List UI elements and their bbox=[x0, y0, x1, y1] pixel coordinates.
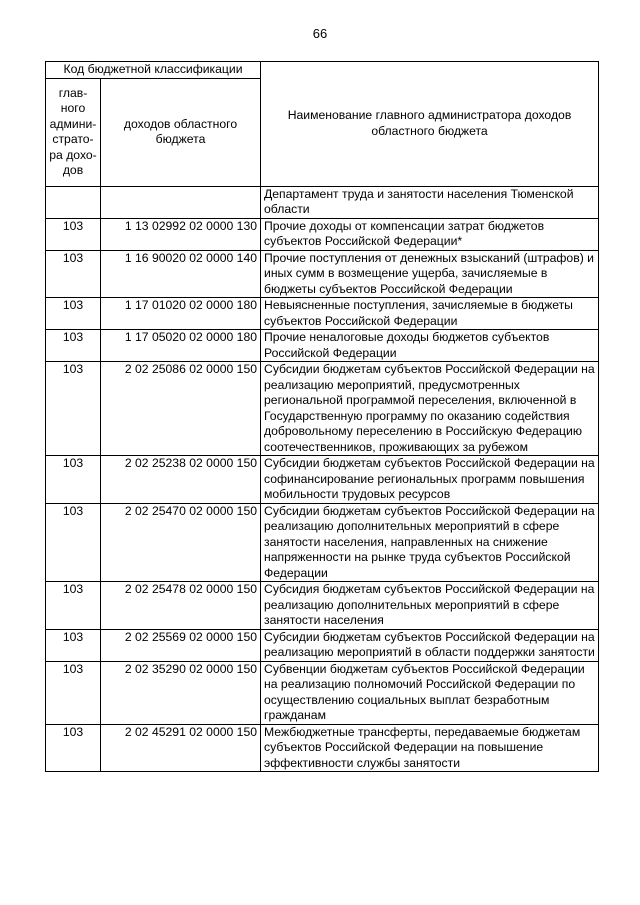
page-number: 66 bbox=[312, 26, 328, 41]
header-admin-code: глав-ного админи-страто-ра дохо-дов bbox=[46, 78, 101, 186]
table-row bbox=[46, 298, 599, 330]
admin-code-cell: 103 bbox=[46, 298, 101, 330]
table-row bbox=[46, 503, 599, 582]
income-code-cell: 1 13 02992 02 0000 130 bbox=[101, 218, 261, 250]
admin-code-cell: 103 bbox=[46, 330, 101, 362]
income-name-cell: Субсидии бюджетам субъектов Российской Федерации на реализацию мероприятий, предусмотренных региональной программой переселения, включенной в Государственную программу по оказанию содействия добровольному переселению в Российскую Федерацию соотечественников, проживающих за рубежом bbox=[261, 362, 599, 456]
income-name-cell: Субсидии бюджетам субъектов Российской Федерации на реализацию мероприятий в области поддержки занятости bbox=[261, 629, 599, 661]
table-row bbox=[46, 362, 599, 456]
income-name-cell: Субвенции бюджетам субъектов Российской Федерации на реализацию полномочий Российской Федерации по осуществлению социальных выплат безработным гражданам bbox=[261, 661, 599, 724]
income-code-cell: 2 02 25569 02 0000 150 bbox=[101, 629, 261, 661]
admin-code-cell: 103 bbox=[46, 582, 101, 630]
table-row bbox=[46, 582, 599, 630]
header-row-group bbox=[46, 62, 599, 79]
income-code-cell: 1 17 01020 02 0000 180 bbox=[101, 298, 261, 330]
income-name-cell: Субсидии бюджетам субъектов Российской Федерации на софинансирование региональных программ повышения мобильности трудовых ресурсов bbox=[261, 456, 599, 504]
header-income-code: доходов областного бюджета bbox=[101, 78, 261, 186]
admin-code-cell: 103 bbox=[46, 503, 101, 582]
income-code-cell: 2 02 25086 02 0000 150 bbox=[101, 362, 261, 456]
budget-classification-table bbox=[45, 61, 599, 772]
header-administrator-name: Наименование главного администратора доходов областного бюджета bbox=[261, 62, 599, 187]
income-code-cell: 1 17 05020 02 0000 180 bbox=[101, 330, 261, 362]
admin-code-cell: 103 bbox=[46, 724, 101, 772]
admin-code-cell: 103 bbox=[46, 362, 101, 456]
income-code-cell: 2 02 25238 02 0000 150 bbox=[101, 456, 261, 504]
department-name: Департамент труда и занятости населения Тюменской области bbox=[261, 186, 599, 218]
table-row bbox=[46, 330, 599, 362]
income-code-cell: 2 02 25470 02 0000 150 bbox=[101, 503, 261, 582]
income-code-cell: 2 02 25478 02 0000 150 bbox=[101, 582, 261, 630]
admin-code-cell: 103 bbox=[46, 661, 101, 724]
admin-code-cell: 103 bbox=[46, 629, 101, 661]
department-code-cell bbox=[101, 186, 261, 218]
income-code-cell: 1 16 90020 02 0000 140 bbox=[101, 250, 261, 298]
income-name-cell: Невыясненные поступления, зачисляемые в бюджеты субъектов Российской Федерации bbox=[261, 298, 599, 330]
income-code-cell: 2 02 45291 02 0000 150 bbox=[101, 724, 261, 772]
admin-code-cell: 103 bbox=[46, 218, 101, 250]
table-row bbox=[46, 661, 599, 724]
admin-code-cell: 103 bbox=[46, 456, 101, 504]
income-name-cell: Субсидия бюджетам субъектов Российской Федерации на реализацию дополнительных мероприятий в сфере занятости населения bbox=[261, 582, 599, 630]
admin-code-cell: 103 bbox=[46, 250, 101, 298]
income-code-cell: 2 02 35290 02 0000 150 bbox=[101, 661, 261, 724]
table-row bbox=[46, 724, 599, 772]
table-row bbox=[46, 629, 599, 661]
department-row bbox=[46, 186, 599, 218]
department-admin-cell bbox=[46, 186, 101, 218]
table-row bbox=[46, 218, 599, 250]
income-name-cell: Субсидии бюджетам субъектов Российской Федерации на реализацию дополнительных мероприятий в сфере занятости населения, направленных на снижение напряженности на рынке труда субъектов Российской Федерации bbox=[261, 503, 599, 582]
income-name-cell: Прочие неналоговые доходы бюджетов субъектов Российской Федерации bbox=[261, 330, 599, 362]
header-code-group: Код бюджетной классификации bbox=[46, 62, 261, 79]
table-row bbox=[46, 250, 599, 298]
table-row bbox=[46, 456, 599, 504]
income-name-cell: Прочие поступления от денежных взысканий (штрафов) и иных сумм в возмещение ущерба, зачисляемые в бюджеты субъектов Российской Федерации bbox=[261, 250, 599, 298]
income-name-cell: Межбюджетные трансферты, передаваемые бюджетам субъектов Российской Федерации на повышение эффективности службы занятости bbox=[261, 724, 599, 772]
income-name-cell: Прочие доходы от компенсации затрат бюджетов субъектов Российской Федерации* bbox=[261, 218, 599, 250]
